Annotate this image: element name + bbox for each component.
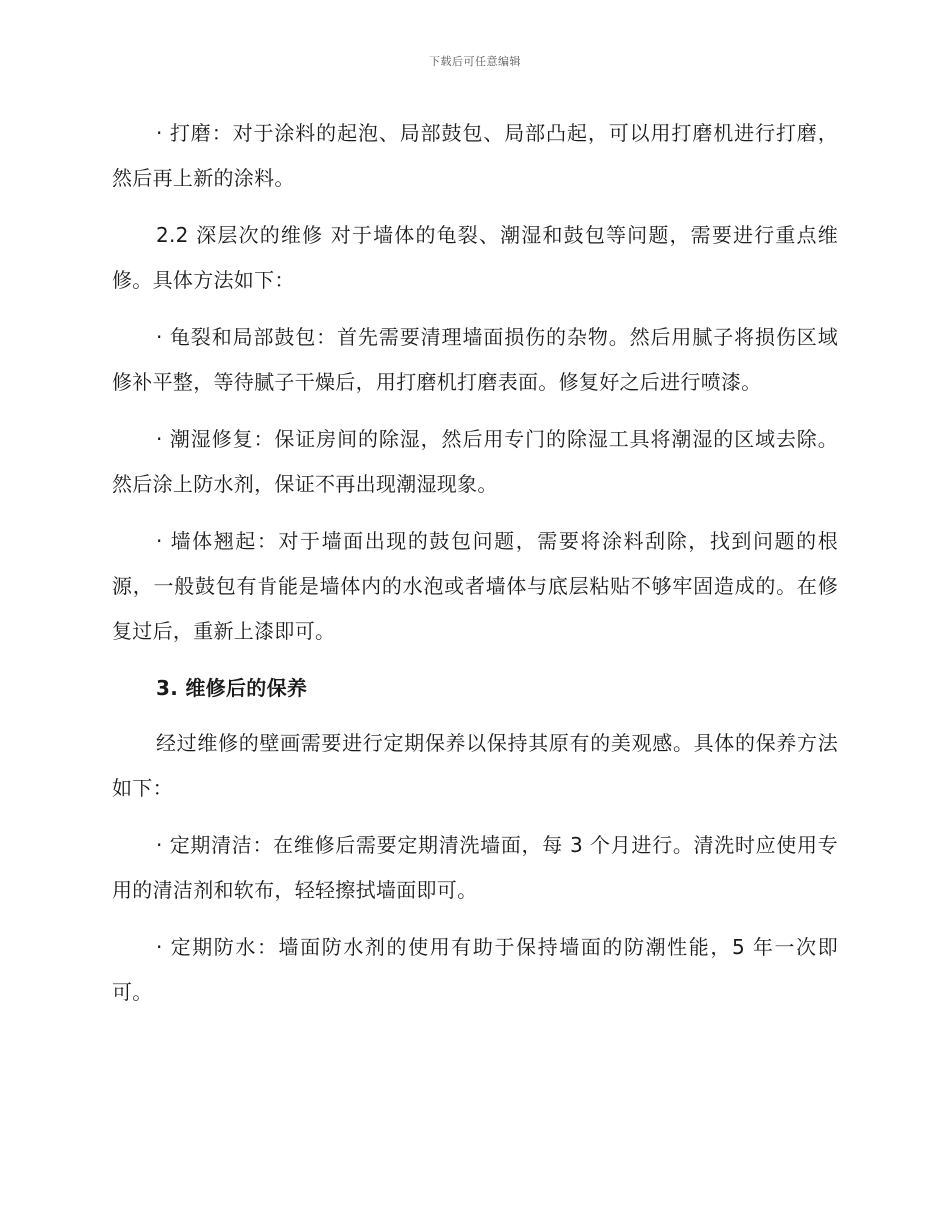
paragraph-sanding: · 打磨：对于涂料的起泡、局部鼓包、局部凸起，可以用打磨机进行打磨，然后再上新的涂料。 [112, 121, 838, 190]
document-body [112, 111, 838, 1027]
paragraph-regular-waterproofing: · 定期防水：墙面防水剂的使用有助于保持墙面的防潮性能，5 年一次即可。 [112, 935, 838, 1004]
paragraph-moisture-repair: · 潮湿修复：保证房间的除湿，然后用专门的除湿工具将潮湿的区域去除。然后涂上防水剂，保证不再出现潮湿现象。 [112, 427, 838, 496]
paragraph-maintenance-intro: 经过维修的壁画需要进行定期保养以保持其原有的美观感。具体的保养方法如下： [112, 731, 838, 800]
paragraph-cracks-bulges: · 龟裂和局部鼓包：首先需要清理墙面损伤的杂物。然后用腻子将损伤区域修补平整，等待腻子干燥后，用打磨机打磨表面。修复好之后进行喷漆。 [112, 325, 838, 394]
paragraph-deep-repair-intro: 2.2 深层次的维修 对于墙体的龟裂、潮湿和鼓包等问题，需要进行重点维修。具体方法如下： [112, 223, 838, 292]
page-header: 下载后可任意编辑 [429, 55, 521, 68]
paragraph-regular-cleaning: · 定期清洁：在维修后需要定期清洗墙面，每 3 个月进行。清洗时应使用专用的清洁剂和软布，轻轻擦拭墙面即可。 [112, 833, 838, 902]
paragraph-wall-lifting: · 墙体翘起：对于墙面出现的鼓包问题，需要将涂料刮除，找到问题的根源，一般鼓包有肯能是墙体内的水泡或者墙体与底层粘贴不够牢固造成的。在修复过后，重新上漆即可。 [112, 529, 838, 643]
section-heading-maintenance: 3. 维修后的保养 [156, 676, 308, 700]
